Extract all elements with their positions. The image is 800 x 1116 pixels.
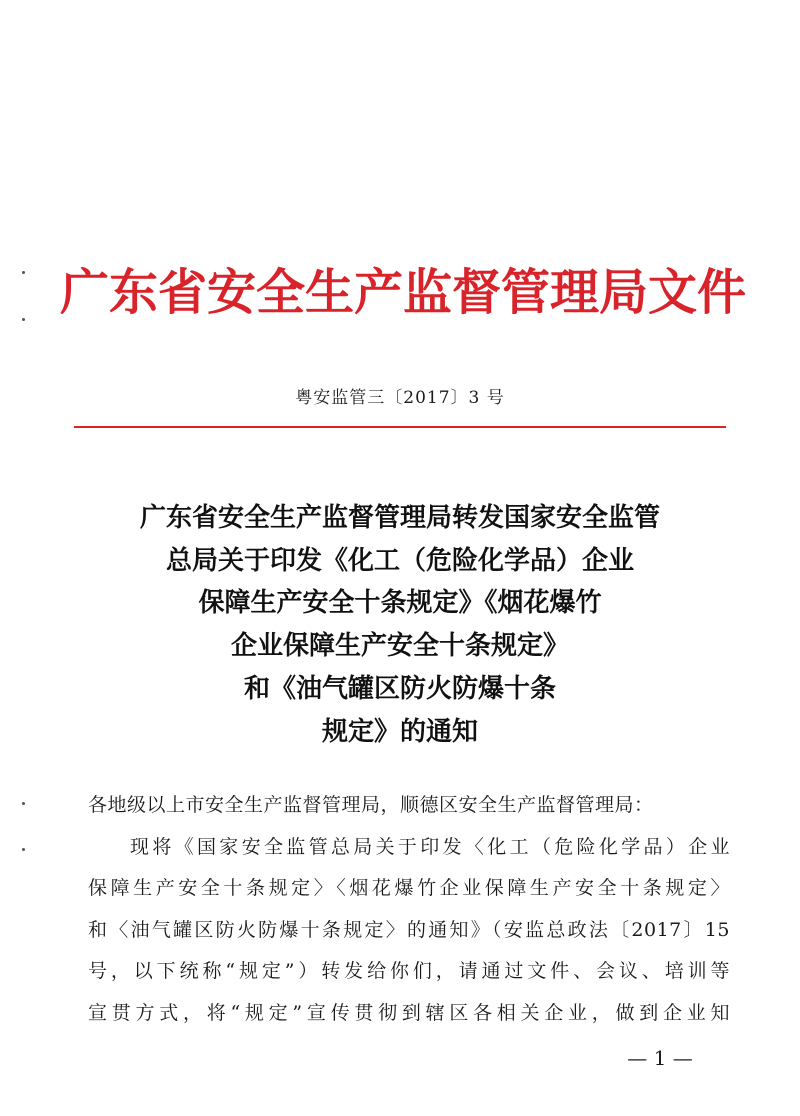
salutation: 各地级以上市安全生产监督管理局，顺德区安全生产监督管理局： bbox=[88, 794, 654, 816]
title-line: 总局关于印发《化工（危险化学品）企业 bbox=[165, 545, 634, 576]
margin-mark bbox=[22, 848, 25, 851]
title-line: 保障生产安全十条规定》《烟花爆竹 bbox=[198, 588, 602, 619]
issuer-title: 广东省安全生产监督管理局文件 bbox=[60, 263, 747, 321]
document-number: 粤安监管三〔2017〕3 号 bbox=[295, 388, 505, 408]
document-title bbox=[40, 497, 760, 753]
page-number: — 1 — bbox=[627, 1046, 693, 1070]
body-line: 保障生产安全十条规定〉〈烟花爆竹企业保障生产安全十条规定〉 bbox=[88, 877, 730, 900]
body-line: 和〈油气罐区防火防爆十条规定〉的通知》（安监总政法〔2017〕15 bbox=[88, 918, 730, 941]
body-line: 现将《国家安全监管总局关于印发〈化工（危险化学品）企业 bbox=[130, 835, 730, 858]
red-divider bbox=[74, 426, 726, 428]
title-line: 规定》的通知 bbox=[321, 716, 478, 747]
margin-mark bbox=[22, 318, 25, 321]
margin-mark bbox=[22, 802, 25, 805]
title-line: 广东省安全生产监督管理局转发国家安全监管 bbox=[139, 503, 660, 533]
margin-mark bbox=[22, 271, 25, 274]
body-text bbox=[88, 785, 730, 1035]
body-line: 号，以下统称“规定”）转发给你们，请通过文件、会议、培训等 bbox=[88, 960, 730, 983]
title-line: 企业保障生产安全十条规定》 bbox=[230, 631, 569, 662]
title-line: 和《油气罐区防火防爆十条 bbox=[243, 673, 556, 704]
body-line: 宣贯方式，将“规定”宣传贯彻到辖区各相关企业，做到企业知 bbox=[88, 1001, 730, 1024]
